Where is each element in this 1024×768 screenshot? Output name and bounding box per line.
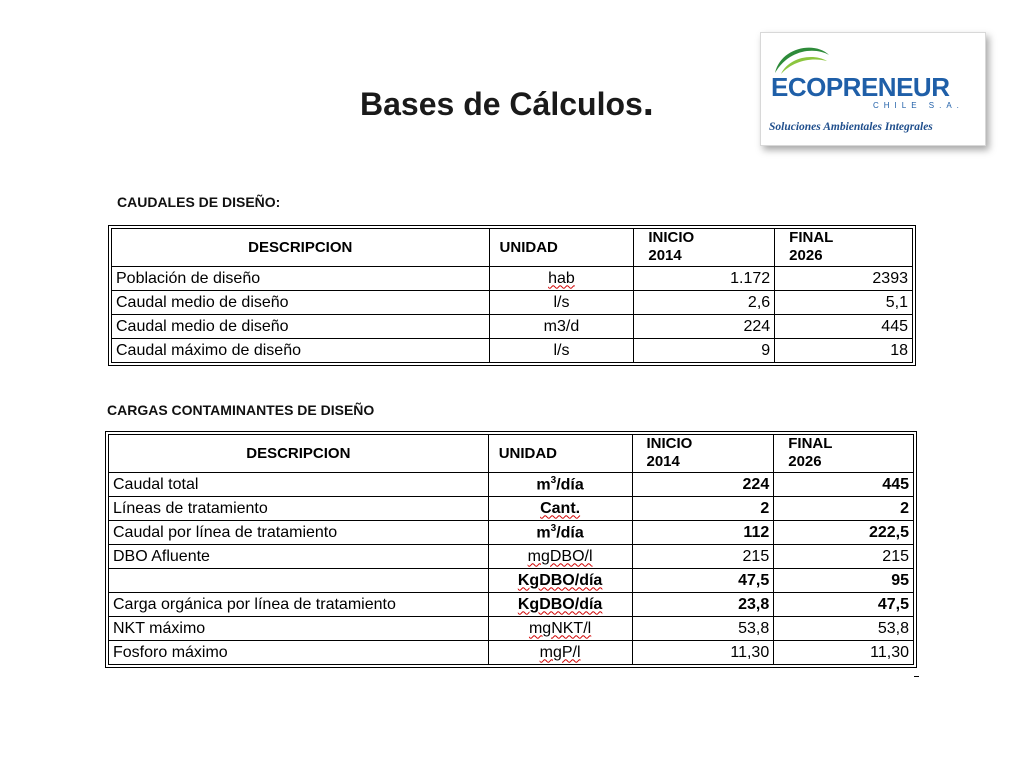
cell-inicio: 1.172	[634, 267, 775, 291]
cell-final: 2	[774, 497, 914, 521]
cargas-label: CARGAS CONTAMINANTES DE DISEÑO	[107, 402, 375, 418]
table-row	[112, 315, 913, 339]
table-row	[109, 521, 914, 545]
company-logo	[760, 32, 986, 146]
cell-final: 445	[774, 473, 914, 497]
cell-unit: KgDBO/día	[488, 593, 632, 617]
cell-final: 222,5	[774, 521, 914, 545]
header-descripcion: DESCRIPCION	[112, 229, 490, 267]
cell-desc: Caudal máximo de diseño	[112, 339, 490, 363]
table-row	[109, 641, 914, 665]
cell-inicio: 23,8	[632, 593, 774, 617]
table-row	[112, 339, 913, 363]
header-inicio: INICIO 2014	[634, 229, 775, 267]
caudales-table	[111, 228, 913, 363]
cell-unit: mgP/l	[488, 641, 632, 665]
cell-inicio: 9	[634, 339, 775, 363]
table-row	[112, 291, 913, 315]
cell-desc: NKT máximo	[109, 617, 489, 641]
header-final: FINAL 2026	[775, 229, 913, 267]
cell-inicio: 112	[632, 521, 774, 545]
cell-desc: Caudal medio de diseño	[112, 315, 490, 339]
caudales-label: CAUDALES DE DISEÑO:	[117, 194, 281, 210]
cell-unit: mgNKT/l	[488, 617, 632, 641]
logo-country: CHILE S.A.	[873, 101, 964, 110]
cell-desc: Fosforo máximo	[109, 641, 489, 665]
cell-final: 11,30	[774, 641, 914, 665]
logo-wordmark: ECOPRENEUR	[771, 72, 950, 102]
cell-unit: m3/d	[489, 315, 634, 339]
cell-unit: l/s	[489, 291, 634, 315]
cell-final: 2393	[775, 267, 913, 291]
cell-inicio: 215	[632, 545, 774, 569]
cell-inicio: 2,6	[634, 291, 775, 315]
table-row	[109, 545, 914, 569]
cell-final: 53,8	[774, 617, 914, 641]
header-inicio: INICIO 2014	[632, 435, 774, 473]
cell-unit: $m^3$/día	[488, 521, 632, 545]
table-row	[112, 267, 913, 291]
table-header-row	[109, 435, 914, 473]
header-unidad: UNIDAD	[489, 229, 634, 267]
cell-desc	[109, 569, 489, 593]
logo-tagline: Soluciones Ambientales Integrales	[769, 121, 933, 133]
cell-unit: l/s	[489, 339, 634, 363]
table-row	[109, 593, 914, 617]
cell-desc: Carga orgánica por línea de tratamiento	[109, 593, 489, 617]
cell-unit: mgDBO/l	[488, 545, 632, 569]
cell-unit: $m^3$/día	[488, 473, 632, 497]
cell-inicio: 53,8	[632, 617, 774, 641]
header-descripcion: DESCRIPCION	[109, 435, 489, 473]
cell-desc: Caudal medio de diseño	[112, 291, 490, 315]
header-final: FINAL 2026	[774, 435, 914, 473]
cell-inicio: 224	[634, 315, 775, 339]
cell-final: 5,1	[775, 291, 913, 315]
divider	[914, 676, 919, 677]
table-row	[109, 617, 914, 641]
table-row	[109, 473, 914, 497]
cell-final: 445	[775, 315, 913, 339]
cell-desc: Caudal total	[109, 473, 489, 497]
page-title: Bases de Cálculos.	[360, 80, 654, 124]
cell-desc: Población de diseño	[112, 267, 490, 291]
cell-inicio: 11,30	[632, 641, 774, 665]
cell-unit: hab	[489, 267, 634, 291]
cell-desc: Caudal por línea de tratamiento	[109, 521, 489, 545]
cell-inicio: 224	[632, 473, 774, 497]
table-header-row	[112, 229, 913, 267]
cell-final: 95	[774, 569, 914, 593]
cell-final: 47,5	[774, 593, 914, 617]
cell-desc: Líneas de tratamiento	[109, 497, 489, 521]
cargas-table	[108, 434, 914, 665]
header-unidad: UNIDAD	[488, 435, 632, 473]
cell-inicio: 47,5	[632, 569, 774, 593]
cell-unit: Cant.	[488, 497, 632, 521]
table-row	[109, 569, 914, 593]
cell-desc: DBO Afluente	[109, 545, 489, 569]
table-row	[109, 497, 914, 521]
cell-final: 215	[774, 545, 914, 569]
cell-unit: KgDBO/día	[488, 569, 632, 593]
cell-inicio: 2	[632, 497, 774, 521]
cell-final: 18	[775, 339, 913, 363]
